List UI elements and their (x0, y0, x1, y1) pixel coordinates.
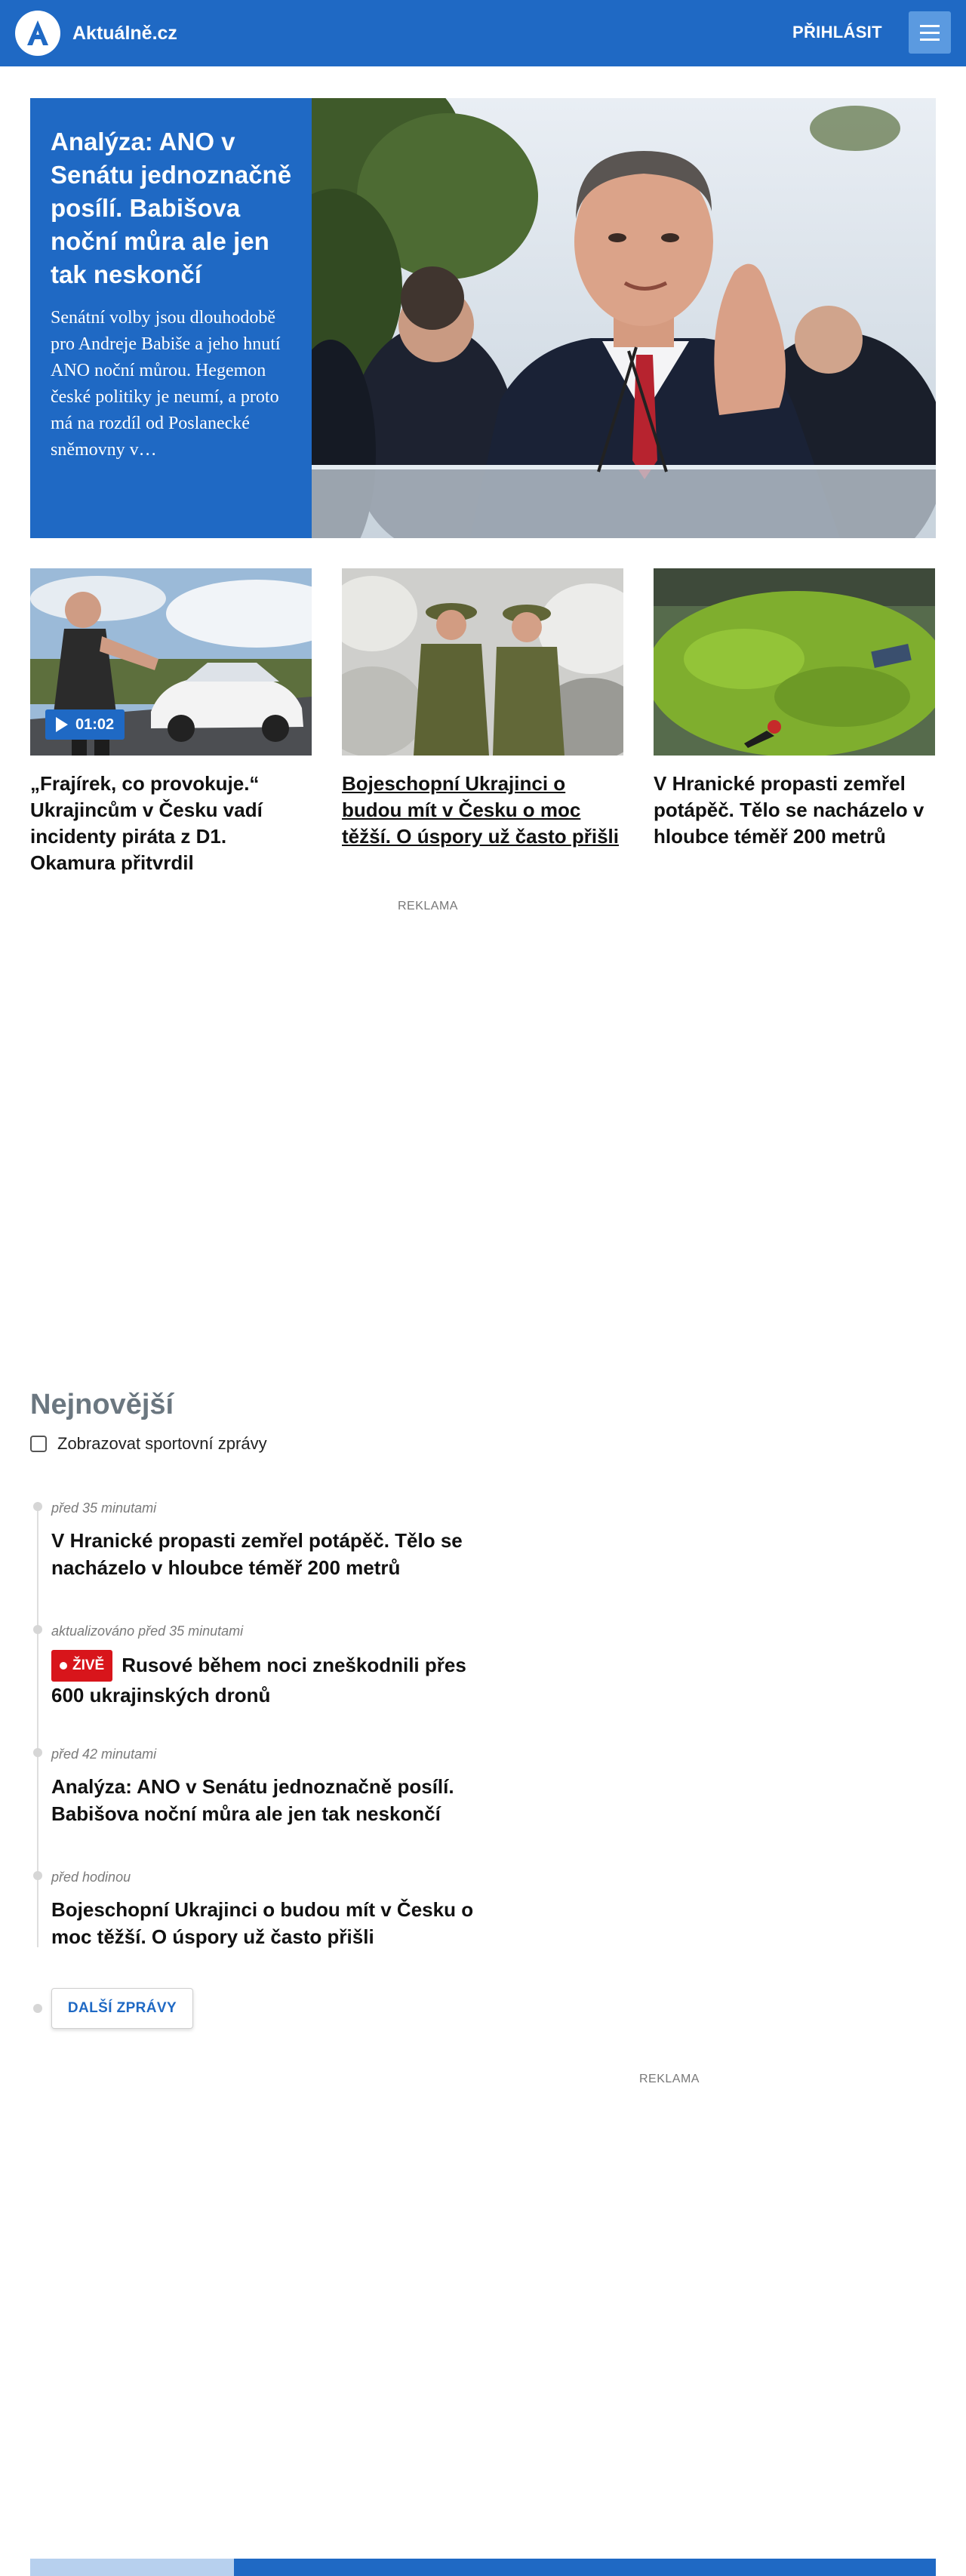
home-logo-link[interactable] (15, 11, 177, 56)
latest-item[interactable] (51, 1870, 504, 1950)
ad-label: REKLAMA (639, 2073, 700, 2085)
latest-item-title[interactable]: Rusové během noci zneškodnili přes 600 ukrajinských dronů (51, 1654, 466, 1707)
timeline-dot (33, 1625, 42, 1634)
timeline-dot (33, 2004, 42, 2013)
latest-item-title[interactable]: V Hranické propasti zemřel potápěč. Tělo se nacházelo v hloubce téměř 200 metrů (51, 1529, 463, 1579)
timeline-dot (33, 1748, 42, 1757)
live-dot-icon (60, 1662, 67, 1670)
more-news-button[interactable]: DALŠÍ ZPRÁVY (51, 1988, 193, 2029)
hero-article[interactable] (30, 98, 936, 538)
latest-item-time: aktualizováno před 35 minutami (51, 1623, 244, 1639)
latest-item[interactable] (51, 1500, 504, 1581)
play-icon (56, 717, 68, 732)
brand-name: Aktuálně.cz (72, 22, 177, 44)
latest-item-title-wrap[interactable] (51, 1650, 504, 1709)
video-duration: 01:02 (75, 716, 115, 733)
latest-item-time: před 42 minutami (51, 1747, 157, 1762)
card-image-pirate[interactable] (30, 568, 312, 756)
card-image-soldiers[interactable] (342, 568, 623, 756)
live-badge (51, 1650, 112, 1682)
bottom-banner-strip-accent (30, 2559, 234, 2576)
ad-label: REKLAMA (398, 900, 458, 913)
hamburger-icon (920, 25, 940, 27)
article-card-1[interactable] (30, 568, 312, 876)
video-duration-badge[interactable] (45, 709, 125, 740)
timeline-line (37, 1506, 38, 1947)
article-card-3[interactable] (654, 568, 935, 850)
timeline-dot (33, 1502, 42, 1511)
sport-news-checkbox[interactable] (30, 1436, 47, 1452)
sport-news-toggle[interactable] (30, 1434, 267, 1454)
hero-title[interactable]: Analýza: ANO v Senátu jednoznačně posílí. Babišova noční můra ale jen tak neskončí (51, 128, 292, 288)
article-card-2[interactable] (342, 568, 623, 850)
live-badge-label: ŽIVĚ (72, 1657, 105, 1673)
card-image-abyss[interactable] (654, 568, 935, 756)
latest-item[interactable] (51, 1623, 504, 1709)
latest-item-title[interactable]: Bojeschopní Ukrajinci o budou mít v Česku o moc těžší. O úspory už často přišli (51, 1898, 474, 1948)
sport-news-label[interactable]: Zobrazovat sportovní zprávy (57, 1434, 267, 1453)
hero-text-panel (30, 98, 312, 538)
login-link[interactable]: PŘIHLÁSIT (792, 23, 882, 42)
card-title[interactable]: „Frajírek, co provokuje.“ Ukrajincům v Česku vadí incidenty piráta z D1. Okamura přitvrdil (30, 772, 263, 874)
hero-perex: Senátní volby jsou dlouhodobě pro Andreje Babiše a jeho hnutí ANO noční můrou. Hegemon české politiky je neumí, a proto má na rozdíl od Poslanecké sněmovny v… (51, 308, 281, 460)
latest-item-title[interactable]: Analýza: ANO v Senátu jednoznačně posílí. Babišova noční můra ale jen tak neskončí (51, 1775, 454, 1825)
hero-image[interactable] (312, 98, 936, 538)
card-title[interactable]: Bojeschopní Ukrajinci o budou mít v Česku o moc těžší. O úspory už často přišli (342, 772, 619, 848)
timeline-dot (33, 1871, 42, 1880)
latest-news-heading: Nejnovější (30, 1389, 174, 1420)
latest-item-time: před 35 minutami (51, 1500, 157, 1516)
aktualne-logo-icon (15, 11, 60, 56)
latest-item-time: před hodinou (51, 1870, 131, 1885)
card-title[interactable]: V Hranické propasti zemřel potápěč. Tělo se nacházelo v hloubce téměř 200 metrů (654, 772, 924, 848)
site-header (0, 0, 966, 66)
menu-button[interactable] (909, 11, 951, 54)
latest-item[interactable] (51, 1747, 504, 1827)
